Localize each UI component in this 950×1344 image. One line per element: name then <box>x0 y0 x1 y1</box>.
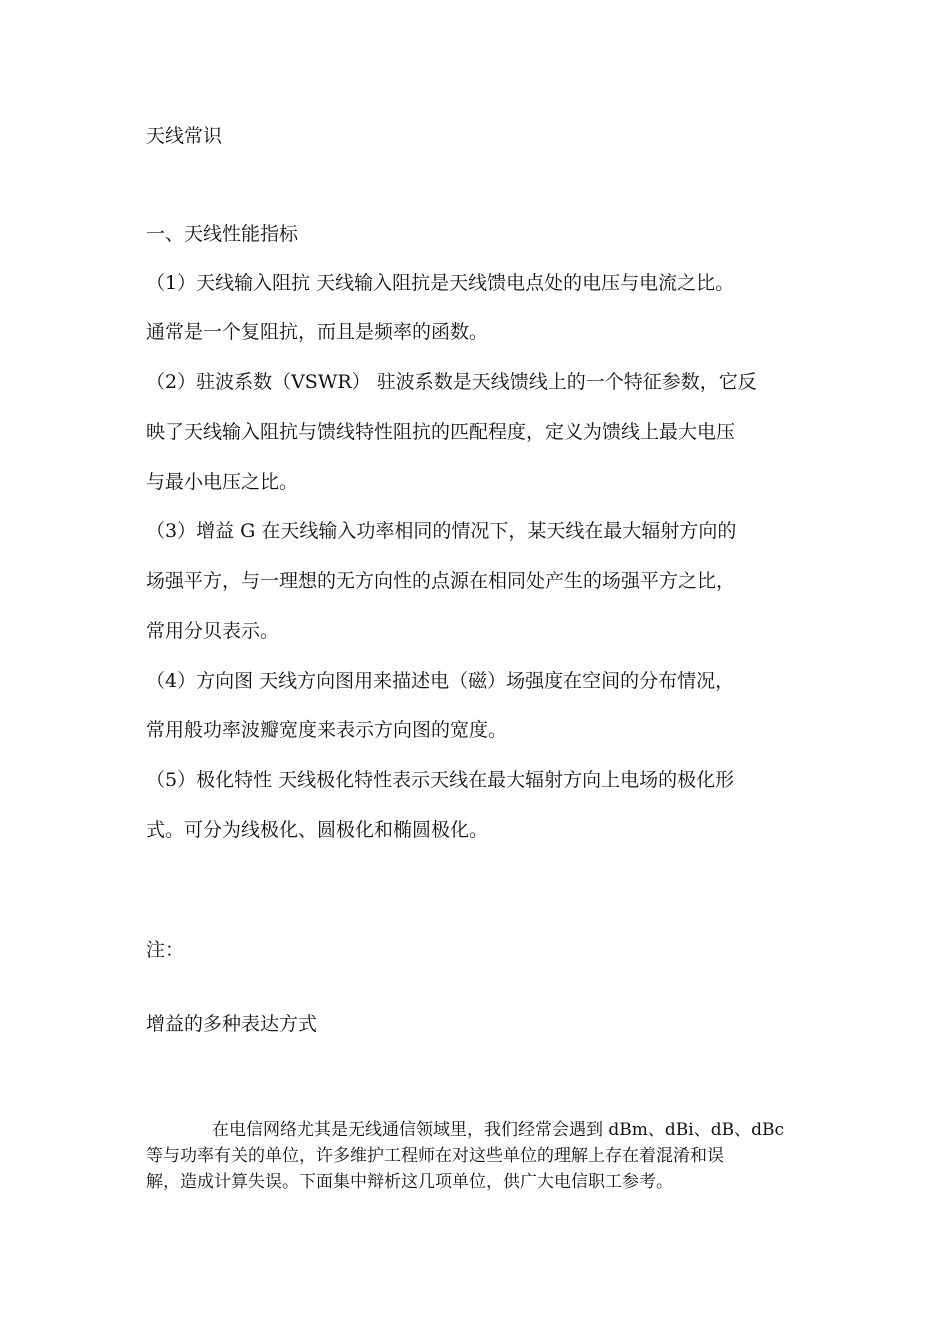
item-5-line-1: （5）极化特性 天线极化特性表示天线在最大辐射方向上电场的极化形 <box>146 769 735 791</box>
item-2-line-1: （2）驻波系数（VSWR） 驻波系数是天线馈线上的一个特征参数，它反 <box>146 371 757 393</box>
note-label: 注： <box>146 939 185 961</box>
item-4-line-1: （4）方向图 天线方向图用来描述电（磁）场强度在空间的分布情况， <box>146 670 735 692</box>
paragraph-line-1: 在电信网络尤其是无线通信领域里，我们经常会遇到 dBm、dBi、dB、dBc <box>212 1120 784 1140</box>
gain-heading: 增益的多种表达方式 <box>146 1013 318 1035</box>
paragraph-line-3: 解，造成计算失误。下面集中辩析这几项单位，供广大电信职工参考。 <box>146 1172 673 1192</box>
item-5-line-2: 式。可分为线极化、圆极化和椭圆极化。 <box>146 819 489 841</box>
paragraph-line-2: 等与功率有关的单位，许多维护工程师在对这些单位的理解上存在着混淆和误 <box>146 1146 724 1166</box>
document-title: 天线常识 <box>146 125 223 147</box>
item-4-line-2: 常用般功率波瓣宽度来表示方向图的宽度。 <box>146 719 508 741</box>
item-3-line-2: 场强平方，与一理想的无方向性的点源在相同处产生的场强平方之比， <box>146 570 736 592</box>
item-3-line-1: （3）增益 G 在天线输入功率相同的情况下，某天线在最大辐射方向的 <box>146 520 737 542</box>
item-2-line-2: 映了天线输入阻抗与馈线特性阻抗的匹配程度，定义为馈线上最大电压 <box>146 421 736 443</box>
item-2-line-3: 与最小电压之比。 <box>146 471 299 493</box>
item-3-line-3: 常用分贝表示。 <box>146 620 280 642</box>
item-1-line-1: （1）天线输入阻抗 天线输入阻抗是天线馈电点处的电压与电流之比。 <box>146 272 735 294</box>
section-heading: 一、天线性能指标 <box>146 223 299 245</box>
item-1-line-2: 通常是一个复阻抗，而且是频率的函数。 <box>146 321 489 343</box>
